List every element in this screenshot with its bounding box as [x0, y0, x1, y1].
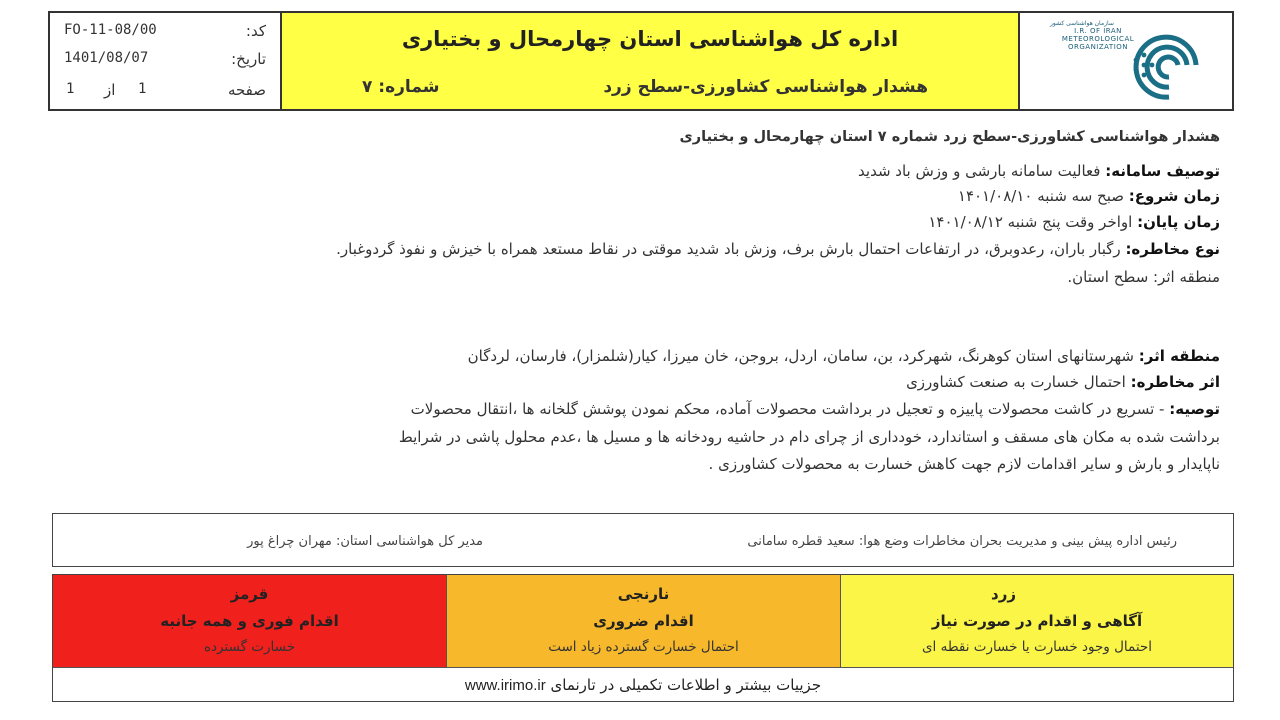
- organization-name: اداره کل هواشناسی استان چهارمحال و بختیاری: [401, 27, 899, 51]
- advice-label: توصیه:: [1169, 400, 1220, 418]
- level-yellow-impact: احتمال وجود خسارت یا خسارت نقطه ای: [921, 639, 1153, 655]
- warning-number: شماره: ۷: [362, 77, 440, 97]
- hazard-value: رگبار باران، رعدوبرق، در ارتفاعات احتمال بارش برف، وزش باد شدید موقتی در نقاط مستعد همراه با خیزش و نفوذ گردوغبار.: [336, 240, 1121, 258]
- level-red: [53, 575, 447, 667]
- irimo-website-link[interactable]: www.irimo.ir: [464, 677, 546, 694]
- director-signature: [247, 534, 483, 549]
- logo-block: [1020, 13, 1232, 109]
- system-description: [858, 162, 1220, 180]
- level-red-name: قرمز: [230, 585, 269, 603]
- document-header: [48, 11, 1234, 111]
- page-label: صفحه: [227, 81, 266, 99]
- level-orange-action: اقدام ضروری: [593, 612, 694, 630]
- logo-persian-text: سازمان هواشناسی کشور: [1050, 20, 1114, 27]
- advice-line-1: توصیه: - تسریع در کاشت محصولات پاییزه و تعجیل در برداشت محصولات آماده، محکم نمودن پوشش گلخانه ها ،انتقال محصولات: [410, 400, 1220, 418]
- system-value: فعالیت سامانه بارشی و وزش باد شدید: [858, 162, 1101, 180]
- footer-text: جزییات بیشتر و اطلاعات تکمیلی در تارنمای: [550, 676, 822, 694]
- level-yellow: [841, 575, 1233, 667]
- page-row: [64, 81, 266, 105]
- start-time: [958, 187, 1220, 205]
- date-label: تاریخ:: [231, 50, 266, 68]
- impact-area: [468, 347, 1220, 365]
- warning-subject: هشدار هواشناسی کشاورزی-سطح زرد شماره ۷ استان چهارمحال و بختیاری: [679, 129, 1220, 145]
- director-name: مهران چراغ پور: [247, 534, 332, 549]
- page-total: 1: [66, 81, 75, 97]
- signature-box: [52, 513, 1234, 567]
- footer-info: [53, 667, 1233, 702]
- logo-english-text: I.R. OF IRAN METEOROLOGICAL ORGANIZATION: [1061, 27, 1135, 51]
- hazard-area: منطقه اثر: سطح استان.: [1067, 268, 1220, 286]
- level-red-impact: خسارت گسترده: [203, 639, 296, 655]
- level-orange: [447, 575, 841, 667]
- warning-levels-table: [52, 574, 1234, 702]
- end-label: زمان پایان:: [1137, 213, 1220, 231]
- head-signature: [747, 534, 1177, 549]
- end-value: اواخر وقت پنج شنبه ۱۴۰۱/۰۸/۱۲: [928, 213, 1133, 231]
- impact-area-value: شهرستانهای استان کوهرنگ، شهرکرد، بن، سامان، اردل، بروجن، خان میرزا، کیار(شلمزار)، فارسان، لردگان: [467, 347, 1134, 365]
- impact-label: اثر مخاطره:: [1130, 373, 1220, 391]
- start-label: زمان شروع:: [1128, 187, 1220, 205]
- page-current: 1: [138, 81, 147, 97]
- impact-value: احتمال خسارت به صنعت کشاورزی: [906, 373, 1126, 391]
- levels-row: [53, 575, 1233, 667]
- end-time: [928, 213, 1220, 231]
- level-red-action: اقدام فوری و همه جانبه: [160, 612, 339, 630]
- level-orange-impact: احتمال خسارت گسترده زیاد است: [548, 639, 739, 655]
- head-title: رئیس اداره پیش بینی و مدیریت بحران مخاطرات وضع هوا:: [858, 534, 1177, 549]
- date-value: 1401/08/07: [64, 50, 149, 66]
- advice-line-3: ناپایدار و بارش و سایر اقدامات لازم جهت کاهش خسارت به محصولات کشاورزی .: [708, 455, 1220, 473]
- level-orange-name: نارنجی: [617, 585, 670, 603]
- code-row: [64, 22, 266, 46]
- advice-line-2: برداشت شده به مکان های مسقف و استاندارد، خودداری از چرای دام در حاشیه رودخانه ها و مسیل ها ،عدم محلول پاشی در شرایط: [398, 428, 1220, 446]
- director-title: مدیر کل هواشناسی استان:: [335, 534, 483, 549]
- code-value: FO-11-08/00: [64, 22, 157, 38]
- impact-area-label: منطقه اثر:: [1138, 347, 1220, 365]
- irimo-logo-icon: [1124, 25, 1214, 105]
- hazard-label: نوع مخاطره:: [1125, 240, 1220, 258]
- level-yellow-action: آگاهی و اقدام در صورت نیاز: [931, 612, 1143, 630]
- system-label: توصیف سامانه:: [1105, 162, 1220, 180]
- page-of: از: [104, 81, 116, 99]
- code-label: کد:: [245, 22, 266, 40]
- head-name: سعید قطره سامانی: [747, 534, 855, 549]
- document-meta: [50, 13, 282, 109]
- level-yellow-name: زرد: [991, 585, 1016, 603]
- hazard-impact: [906, 373, 1220, 391]
- title-block: [282, 13, 1020, 109]
- warning-title: هشدار هواشناسی کشاورزی-سطح زرد: [603, 77, 928, 97]
- start-value: صبح سه شنبه ۱۴۰۱/۰۸/۱۰: [957, 187, 1124, 205]
- date-row: [64, 50, 266, 74]
- hazard-type: [336, 240, 1220, 258]
